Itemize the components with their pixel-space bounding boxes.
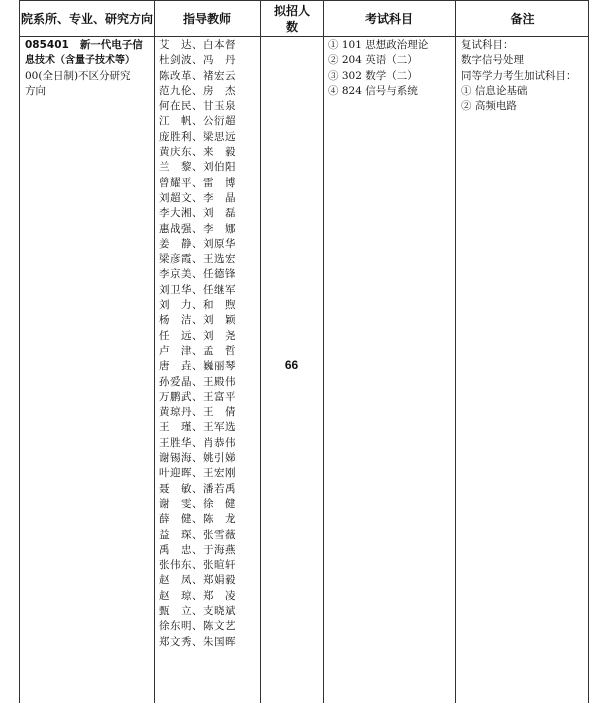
advisor-line: 范九伦、房 杰 (159, 84, 236, 97)
advisor-line: 益 琛、张雪薇 (159, 528, 236, 541)
advisor-line: 禹 忠、于海燕 (159, 543, 236, 556)
header-dept: 院系所、专业、研究方向 (20, 11, 153, 26)
advisor-line: 王胜华、肖恭伟 (159, 436, 236, 449)
advisor-line: 姜 静、刘原华 (159, 237, 236, 250)
program-code: 085401 (25, 39, 69, 51)
program-name-line2: 息技术（含量子技术等） (25, 55, 135, 67)
note-line: 同等学力考生加试科目： (461, 69, 577, 82)
program-cell (25, 38, 151, 99)
subject-list (328, 38, 454, 99)
subject-item: ① 101 思想政治理论 (328, 39, 429, 51)
advisor-line: 庞胜利、梁思远 (159, 130, 236, 143)
advisor-line: 赵 琼、郑 凌 (159, 589, 236, 602)
advisor-line: 徐东明、陈文艺 (159, 620, 236, 633)
advisor-line: 兰 黎、刘伯阳 (159, 161, 236, 174)
advisor-line: 江 帆、公衍超 (159, 115, 236, 128)
advisor-line: 李大湘、刘 磊 (159, 207, 236, 220)
subject-item: ③ 302 数学（二） (328, 69, 418, 82)
note-line: 数字信号处理 (461, 54, 524, 67)
advisor-line: 刘卫华、任继军 (159, 283, 236, 296)
advisor-line: 郑文秀、朱国晖 (159, 635, 236, 648)
program-name-line1: 新一代电子信 (79, 39, 143, 51)
advisor-line: 万鹏武、王富平 (159, 390, 236, 403)
advisor-line: 谢锡海、姚引娣 (159, 452, 236, 465)
advisor-line: 李京美、任德锋 (159, 268, 236, 281)
header-subjects: 考试科目 (364, 11, 413, 26)
advisor-line: 张伟东、张暄轩 (159, 559, 236, 572)
advisor-line: 叶迎晖、王宏刚 (159, 467, 236, 480)
advisor-line: 唐 垚、巍丽琴 (159, 360, 236, 373)
subject-item: ④ 824 信号与系统 (328, 84, 418, 97)
column-divider (154, 0, 155, 703)
advisor-line: 惠战强、李 娜 (159, 222, 236, 235)
advisor-line: 孙爱晶、王殿伟 (159, 375, 236, 388)
header-advisor: 指导教师 (182, 11, 231, 26)
header-separator (20, 36, 588, 37)
advisor-line: 卢 津、孟 哲 (159, 344, 236, 357)
advisor-line: 任 远、刘 尧 (159, 329, 236, 342)
note-line: ② 高频电路 (461, 100, 517, 113)
advisor-line: 黄琼丹、王 倩 (159, 406, 236, 419)
quota-value: 66 (284, 358, 299, 372)
advisor-line: 王 瑾、王军选 (159, 421, 236, 434)
direction-line1: 00(全日制)不区分研究 (25, 69, 131, 82)
advisor-line: 杜剑波、冯 丹 (159, 54, 236, 67)
notes-list (461, 38, 589, 114)
note-line: ① 信息论基础 (461, 84, 528, 97)
advisor-line: 曾耀平、雷 博 (159, 176, 236, 189)
advisor-list (159, 38, 259, 650)
advisor-line: 艾 达、白本督 (159, 39, 236, 51)
advisor-line: 梁彦霞、王选宏 (159, 253, 236, 266)
column-divider (455, 0, 456, 703)
advisor-line: 薛 健、陈 龙 (159, 513, 236, 526)
advisor-line: 刘 力、和 煦 (159, 299, 236, 312)
advisor-line: 赵 凤、郑娟毅 (159, 574, 236, 587)
direction-line2: 方向 (25, 84, 46, 97)
header-quota: 拟招人数 (274, 3, 311, 34)
admissions-table (19, 0, 589, 703)
column-divider (323, 0, 324, 703)
header-notes: 备注 (510, 11, 535, 26)
column-divider (260, 0, 261, 703)
advisor-line: 甄 立、支晓斌 (159, 604, 236, 617)
advisor-line: 陈改革、褚宏云 (159, 69, 236, 82)
advisor-line: 聂 敏、潘若禹 (159, 482, 236, 495)
advisor-line: 谢 雯、徐 健 (159, 497, 236, 510)
advisor-line: 杨 洁、刘 颖 (159, 314, 236, 327)
advisor-line: 刘超文、李 晶 (159, 191, 236, 204)
advisor-line: 何在民、甘玉泉 (159, 100, 236, 113)
advisor-line: 黄庆东、来 毅 (159, 146, 236, 159)
subject-item: ② 204 英语（二） (328, 54, 418, 67)
note-line: 复试科目： (461, 39, 514, 51)
